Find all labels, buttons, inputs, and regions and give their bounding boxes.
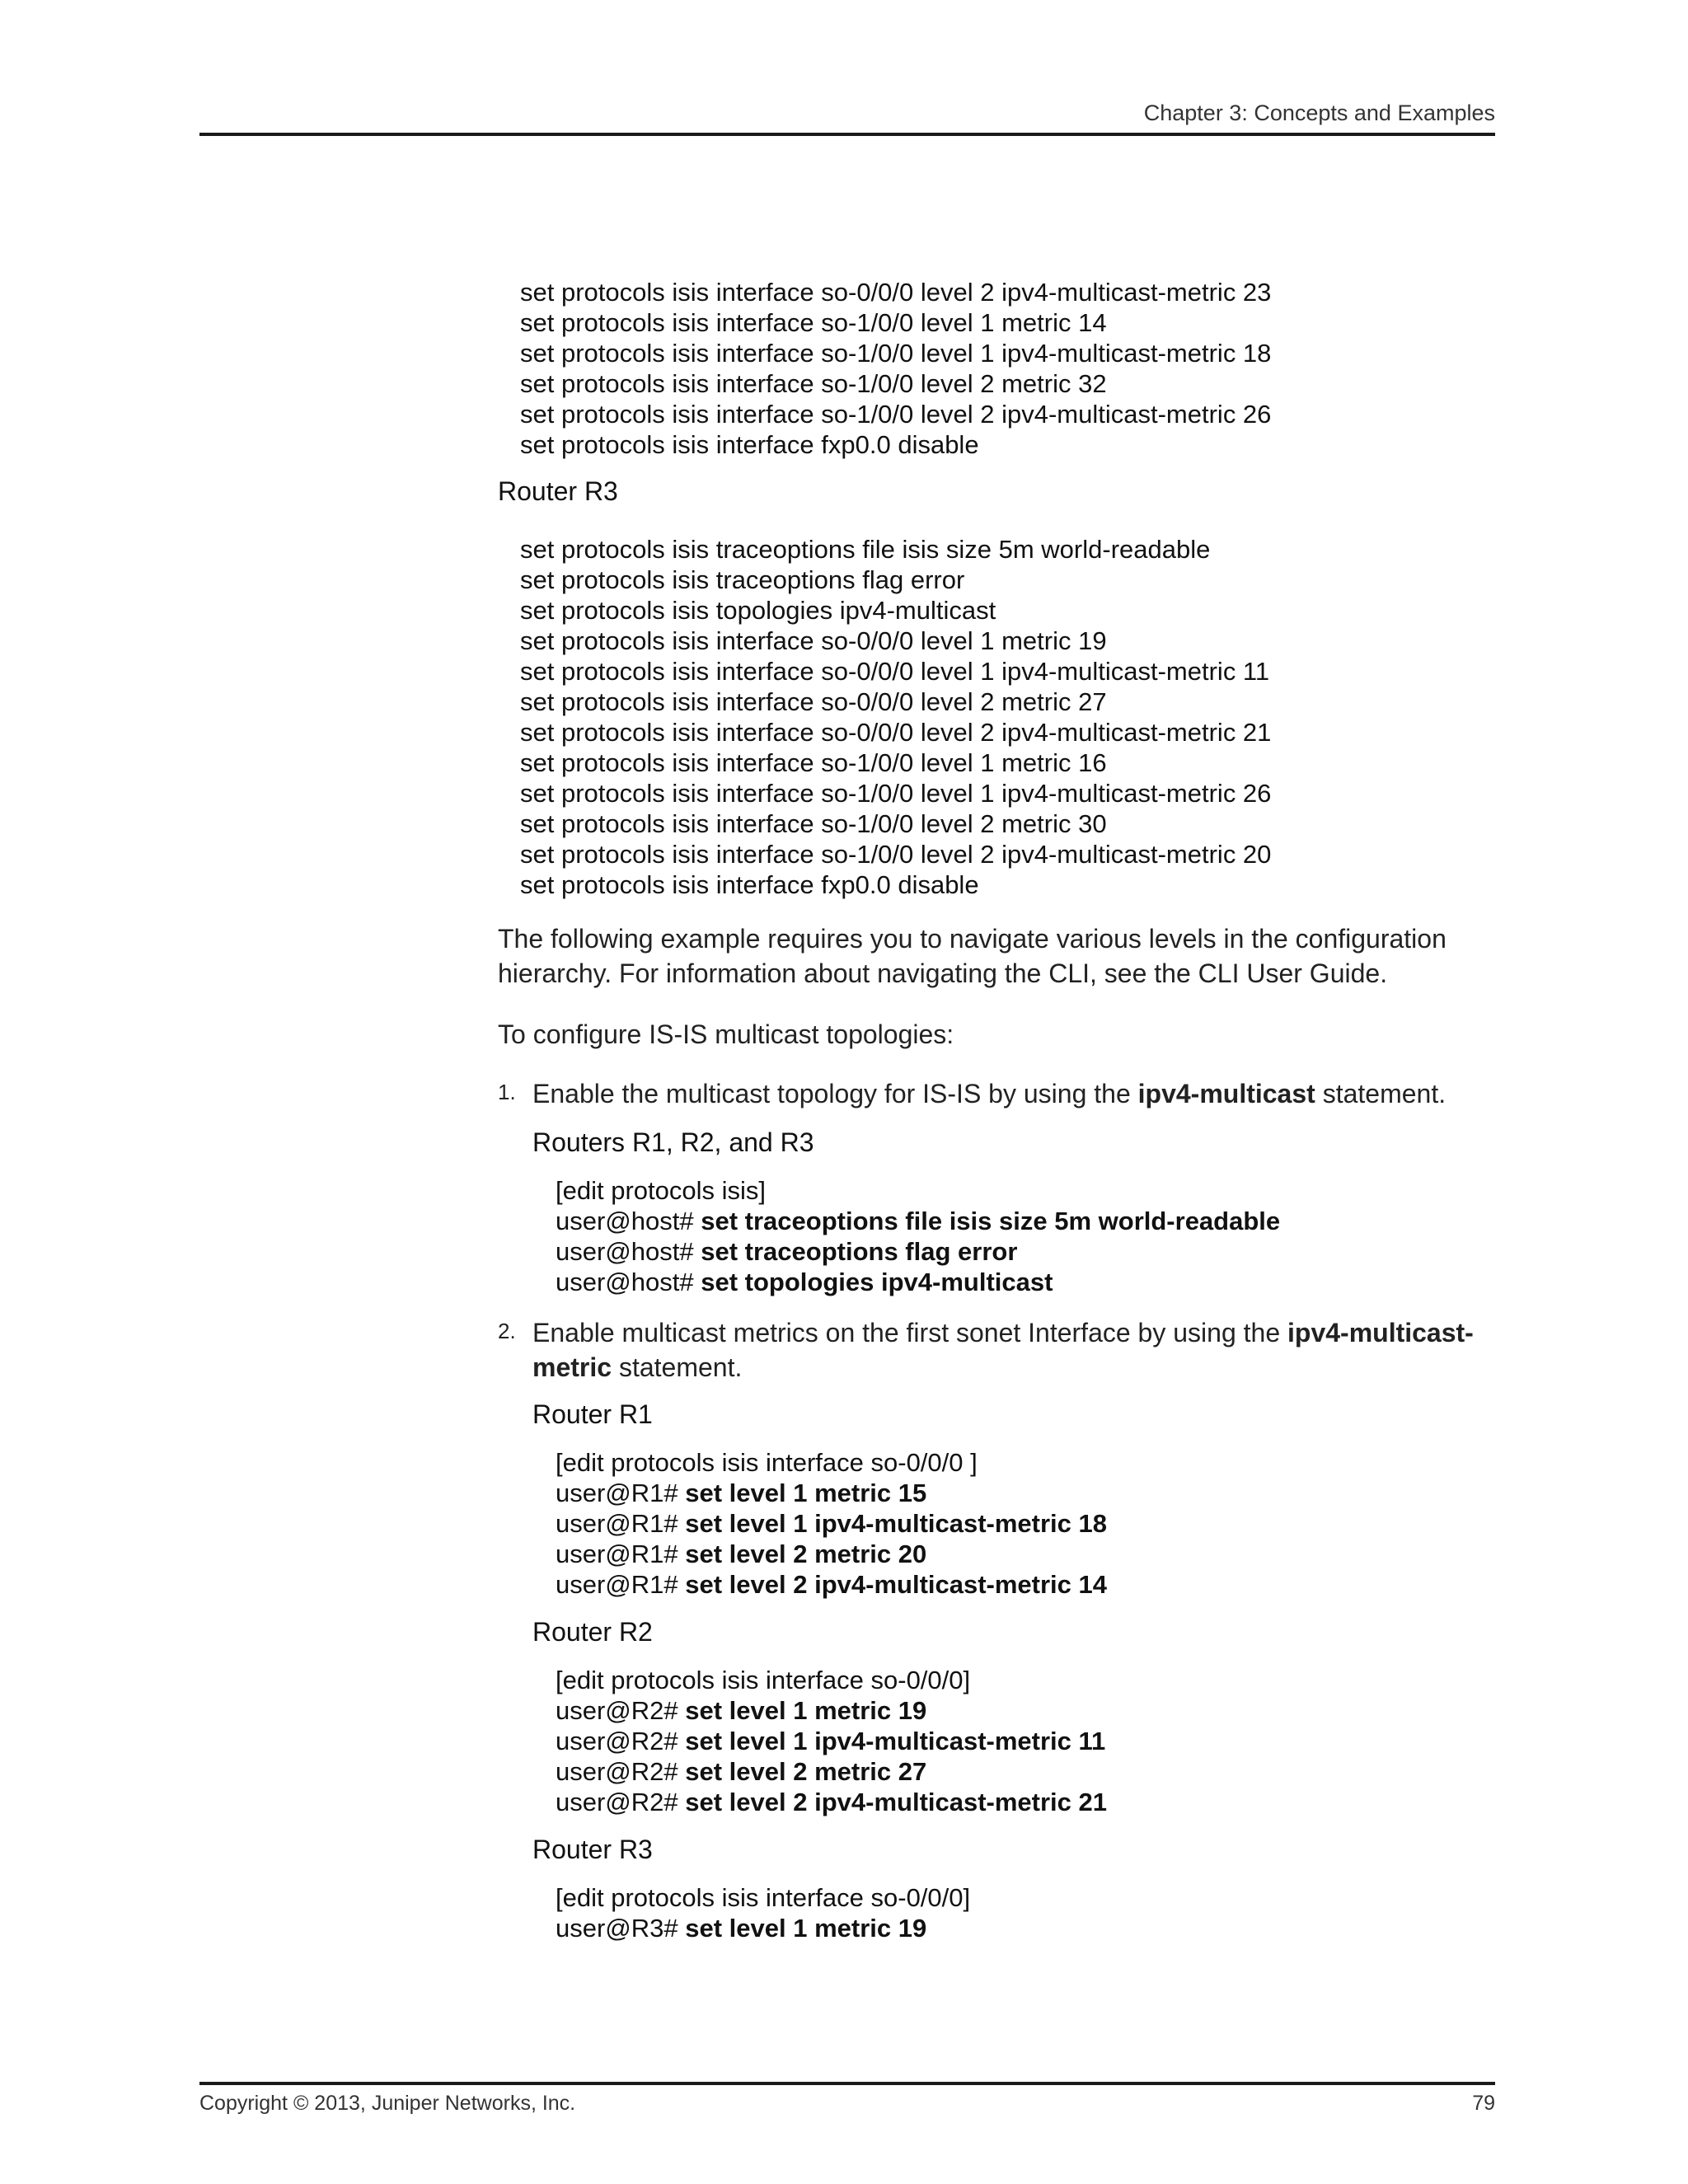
- step-number: 2.: [498, 1319, 516, 1343]
- cli-line: user@R2# set level 2 metric 27: [556, 1757, 927, 1786]
- config-line: set protocols isis interface so-0/0/0 level 1 metric 19: [520, 626, 1107, 655]
- router-r3-heading: Router R3: [498, 476, 618, 506]
- footer-rule: [199, 2082, 1495, 2085]
- config-line: set protocols isis interface so-1/0/0 level 1 ipv4-multicast-metric 18: [520, 339, 1272, 368]
- routers-r1-r2-r3-heading: Routers R1, R2, and R3: [532, 1127, 814, 1157]
- edit-context: [edit protocols isis]: [556, 1176, 766, 1205]
- edit-context: [edit protocols isis interface so-0/0/0 ]: [556, 1448, 978, 1477]
- config-line: set protocols isis interface fxp0.0 disable: [520, 870, 979, 899]
- config-line: set protocols isis traceoptions flag error: [520, 565, 965, 594]
- router-r3-config-heading: Router R3: [532, 1835, 653, 1864]
- cli-block-step1: [556, 1175, 1280, 1297]
- config-line: set protocols isis interface so-1/0/0 level 1 ipv4-multicast-metric 26: [520, 779, 1272, 808]
- statement-keyword: ipv4-multicast: [1137, 1079, 1315, 1108]
- cli-line: user@R3# set level 1 metric 19: [556, 1914, 927, 1943]
- cli-line: user@R1# set level 1 ipv4-multicast-metric 18: [556, 1509, 1108, 1538]
- chapter-header: Chapter 3: Concepts and Examples: [1143, 101, 1495, 125]
- cli-line: user@R1# set level 2 ipv4-multicast-metric 14: [556, 1570, 1108, 1599]
- config-line: set protocols isis interface so-0/0/0 level 1 ipv4-multicast-metric 11: [520, 657, 1270, 686]
- cli-line: user@R2# set level 1 ipv4-multicast-metric 11: [556, 1727, 1106, 1755]
- cli-block-r2: [556, 1665, 1107, 1817]
- cli-line: user@R1# set level 1 metric 15: [556, 1479, 927, 1507]
- footer-copyright: Copyright © 2013, Juniper Networks, Inc.: [199, 2092, 576, 2115]
- cli-line: user@host# set traceoptions file isis size 5m world-readable: [556, 1207, 1281, 1235]
- config-line: set protocols isis interface so-1/0/0 level 2 ipv4-multicast-metric 20: [520, 840, 1272, 869]
- cli-line: user@R1# set level 2 metric 20: [556, 1540, 927, 1568]
- edit-context: [edit protocols isis interface so-0/0/0]: [556, 1666, 971, 1694]
- cli-line: user@R2# set level 2 ipv4-multicast-metric 21: [556, 1788, 1108, 1816]
- cli-line: user@R2# set level 1 metric 19: [556, 1696, 927, 1725]
- step-text: Enable the multicast topology for IS-IS by using the ipv4-multicast statement.: [532, 1079, 1447, 1108]
- config-line: set protocols isis interface so-1/0/0 level 1 metric 14: [520, 308, 1107, 337]
- config-line: set protocols isis interface so-1/0/0 level 2 metric 32: [520, 369, 1107, 398]
- config-line: set protocols isis interface so-1/0/0 level 2 metric 30: [520, 809, 1107, 838]
- step-text: Enable multicast metrics on the first sonet Interface by using the ipv4-multicast-metric statement.: [532, 1318, 1474, 1382]
- page-number: 79: [1472, 2092, 1495, 2115]
- config-block-r3: [520, 534, 1271, 900]
- config-line: set protocols isis interface so-0/0/0 level 2 ipv4-multicast-metric 21: [520, 718, 1272, 747]
- statement-keyword: ipv4-multicast-metric: [532, 1318, 1474, 1382]
- config-line: set protocols isis interface so-0/0/0 level 2 ipv4-multicast-metric 23: [520, 278, 1272, 307]
- intro-paragraph: The following example requires you to navigate various levels in the configuration hierarchy. For information about navigating the CLI, see the CLI User Guide.: [498, 924, 1447, 988]
- config-line: set protocols isis interface fxp0.0 disable: [520, 430, 979, 459]
- edit-context: [edit protocols isis interface so-0/0/0]: [556, 1883, 971, 1912]
- cli-block-r3: [556, 1882, 970, 1943]
- step-number: 1.: [498, 1080, 516, 1104]
- cli-line: user@host# set traceoptions flag error: [556, 1237, 1018, 1266]
- config-line: set protocols isis interface so-0/0/0 level 2 metric 27: [520, 687, 1107, 716]
- config-block-r2-continued: [520, 277, 1271, 460]
- config-line: set protocols isis interface so-1/0/0 level 2 ipv4-multicast-metric 26: [520, 400, 1272, 429]
- router-r2-heading: Router R2: [532, 1617, 653, 1647]
- cli-line: user@host# set topologies ipv4-multicast: [556, 1268, 1053, 1296]
- configure-lead: To configure IS-IS multicast topologies:: [498, 1019, 954, 1049]
- config-line: set protocols isis traceoptions file isis size 5m world-readable: [520, 535, 1211, 564]
- config-line: set protocols isis topologies ipv4-multicast: [520, 596, 996, 625]
- cli-block-r1: [556, 1447, 1107, 1600]
- config-line: set protocols isis interface so-1/0/0 level 1 metric 16: [520, 748, 1107, 777]
- header-rule: [199, 133, 1495, 136]
- router-r1-heading: Router R1: [532, 1399, 653, 1429]
